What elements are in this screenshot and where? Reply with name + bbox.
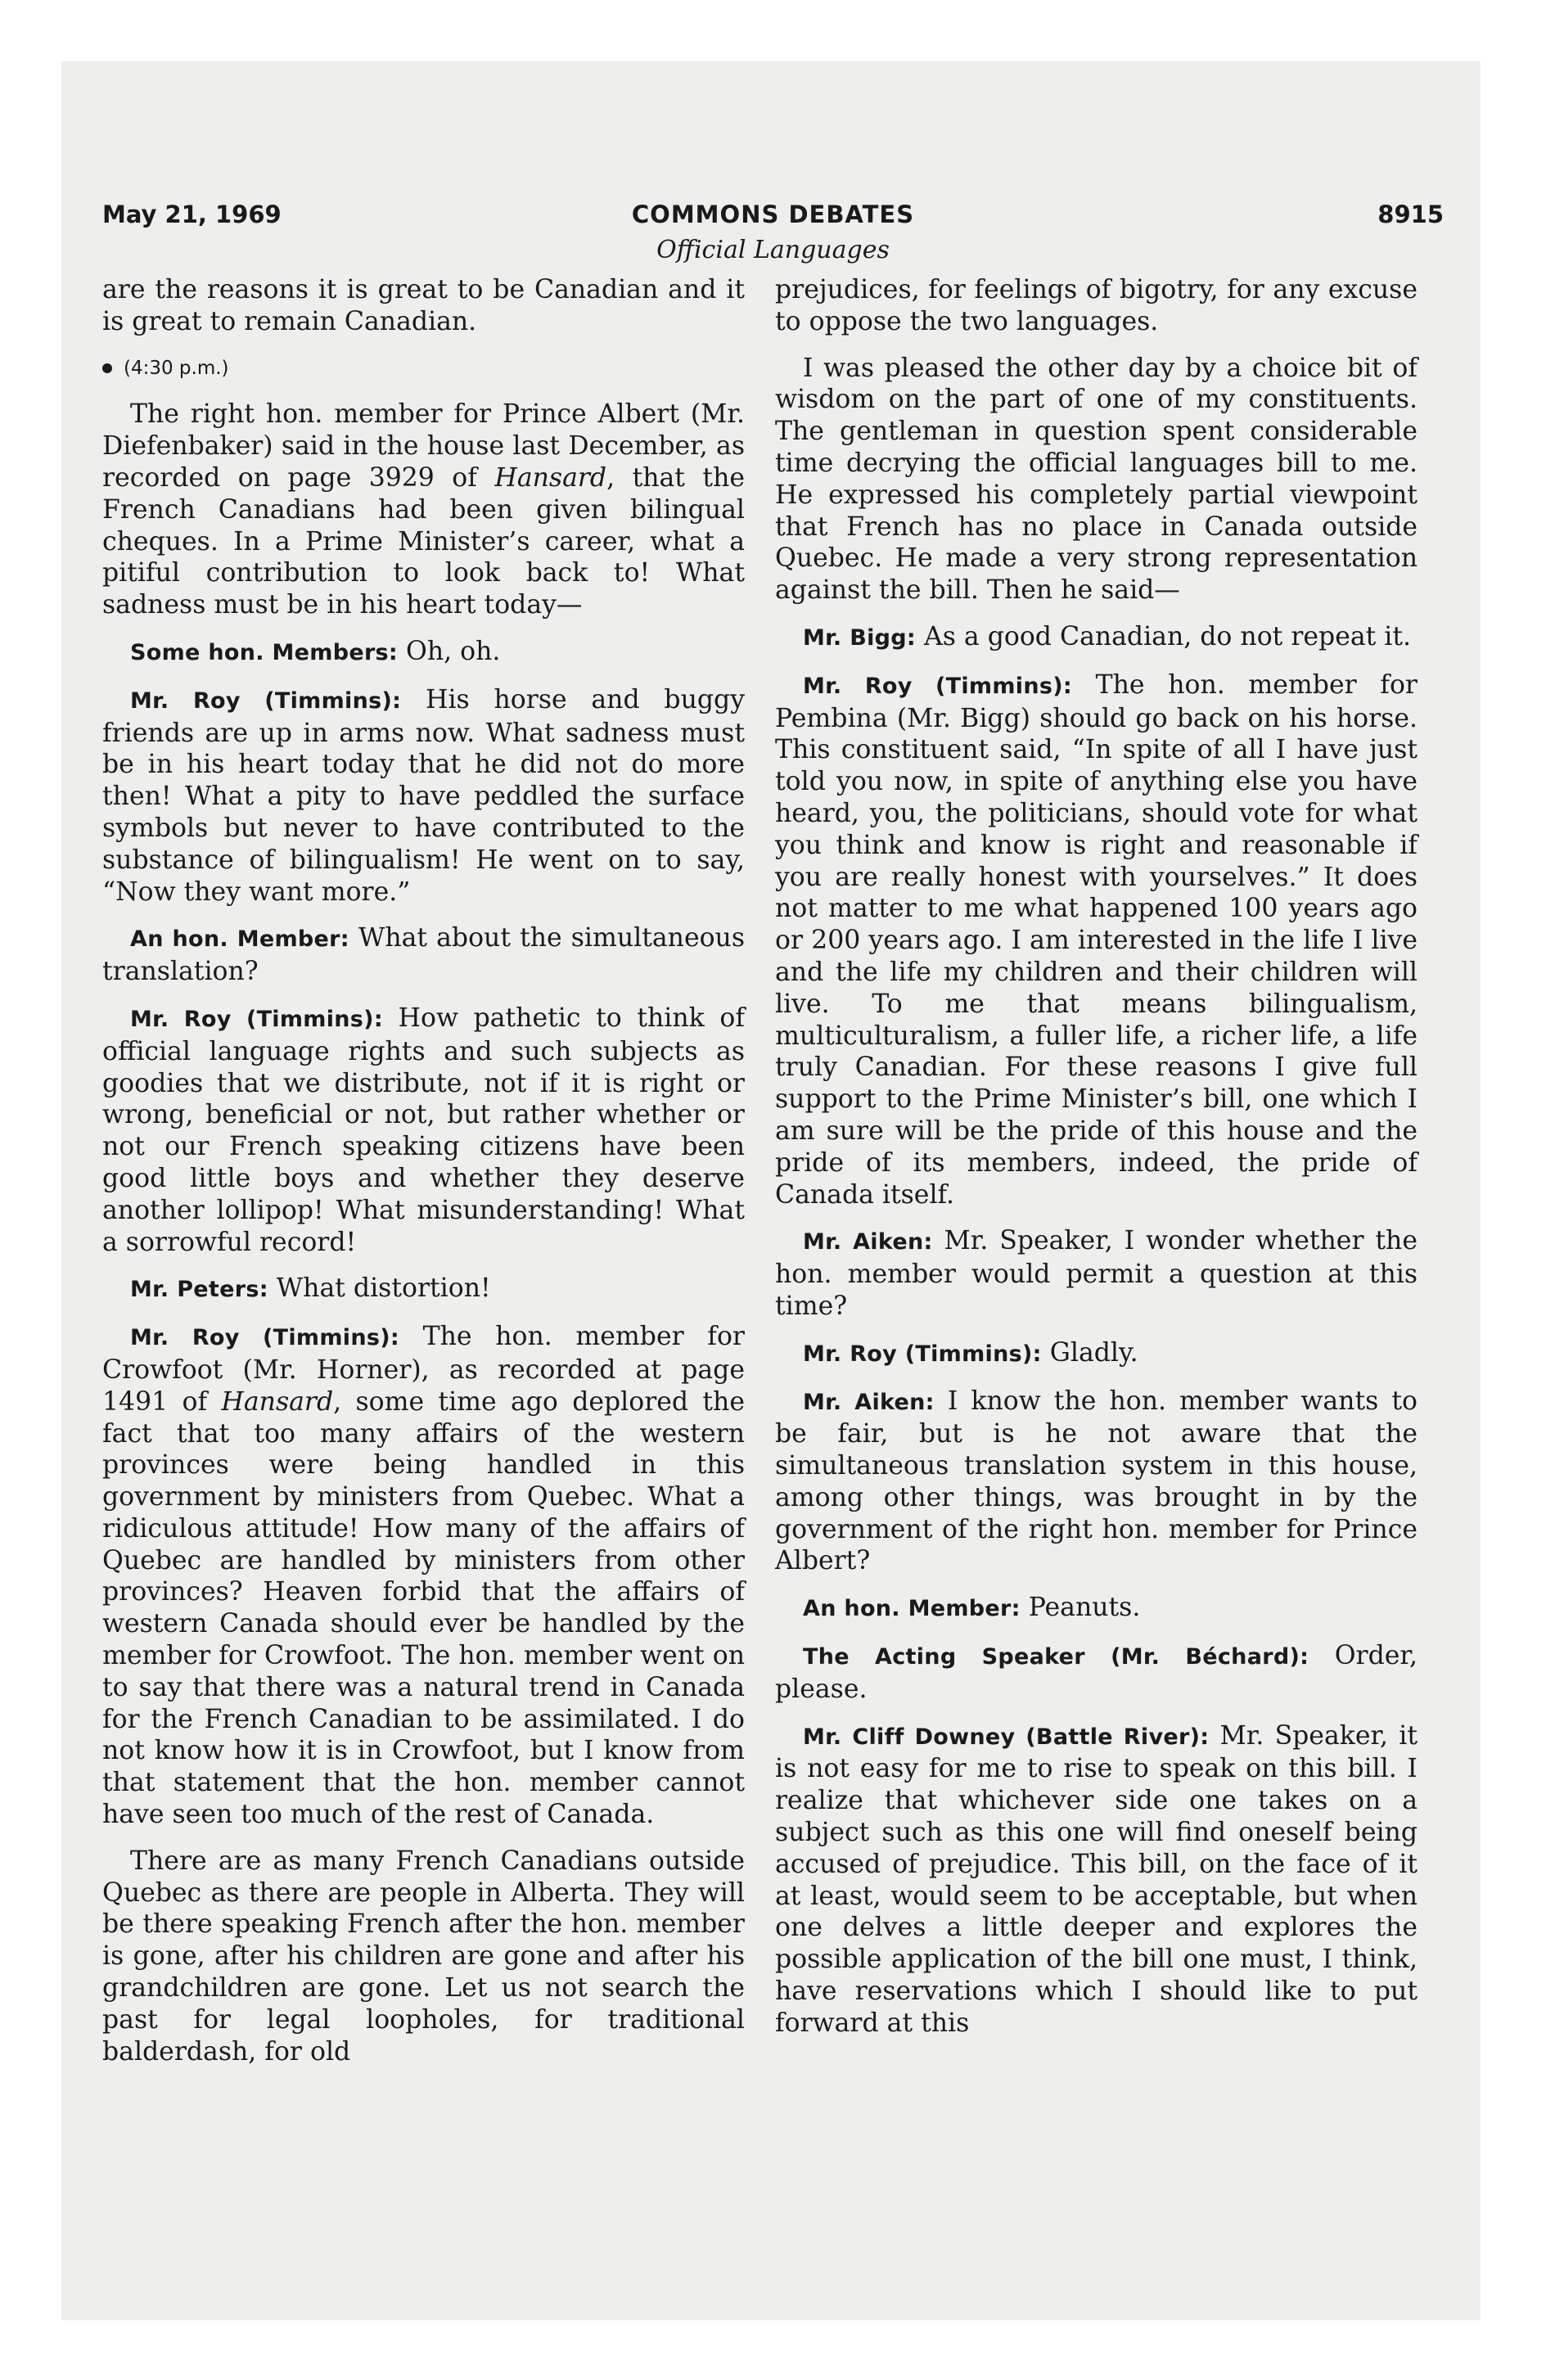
paragraph: are the reasons it is great to be Canadian and it is great to remain Canadian. xyxy=(102,275,745,336)
bullet-icon xyxy=(102,363,112,373)
speaker-name: Mr. Aiken: xyxy=(803,1389,935,1415)
speaker-name: An hon. Member: xyxy=(130,926,349,953)
speech-text: As a good Canadian, do not repeat it. xyxy=(915,621,1412,651)
speech xyxy=(102,1273,745,1306)
speaker-name: Mr. Aiken: xyxy=(803,1229,933,1255)
speech xyxy=(102,1003,745,1258)
paragraph: There are as many French Canadians outside Quebec as there are people in Alberta. They will be there speaking French after the hon. member is gone, after his children are gone and after his grandchildren are gone. Let us not search the past for legal loopholes, for traditional balderdash, for old xyxy=(102,1846,745,2067)
speech-text: The hon. member for Crowfoot (Mr. Horner), as recorded at page 1491 of xyxy=(102,1322,745,1417)
speech xyxy=(102,636,745,669)
speech-text: His horse and buggy friends are up in arms now. What sadness must be in his heart today that he did not do more then! What a pity to have peddled the surface symbols but never to have contributed to the substance of bilingualism! He went on to say, “Now they want more.” xyxy=(102,684,745,907)
speaker-name: Mr. Peters: xyxy=(130,1277,268,1303)
header-date: May 21, 1969 xyxy=(102,201,282,228)
speaker-name: Some hon. Members: xyxy=(130,639,399,665)
speaker-name: Mr. Bigg: xyxy=(803,624,916,651)
speech-text: Oh, oh. xyxy=(398,636,501,666)
header-page-number: 8915 xyxy=(1377,201,1444,228)
paragraph: prejudices, for feelings of bigotry, for any excuse to oppose the two languages. xyxy=(775,275,1418,336)
speech-text: Order, please. xyxy=(775,1641,1418,1704)
speech xyxy=(775,621,1418,655)
speech xyxy=(775,1640,1418,1706)
speech-text: Peanuts. xyxy=(1020,1593,1141,1623)
speech xyxy=(775,1225,1418,1322)
paragraph-text: , that the French Canadians had been given bilingual cheques. In a Prime Minister’s career, what a pitiful contribution to look back to! What sadness must be in his heart today— xyxy=(102,462,745,620)
speaker-name: Mr. Roy (Timmins): xyxy=(803,673,1072,699)
speech-text: , some time ago deplored the fact that too many affairs of the western provinces were being handled in this government by ministers from Quebec. What a ridiculous attitude! How many of the affairs of Quebec are handled by ministers from other provinces? Heaven forbid that the affairs of western Canada should ever be handled by the member for Crowfoot. The hon. member went on to say that there was a natural trend in Canada for the French Canadian to be assimilated. I do not know how it is in Crowfoot, but I know from that statement that the hon. member cannot have seen too much of the rest of Canada. xyxy=(102,1386,745,1830)
speaker-name: Mr. Roy (Timmins): xyxy=(130,687,402,714)
speaker-name: Mr. Roy (Timmins): xyxy=(130,1325,399,1351)
paragraph xyxy=(102,399,745,621)
paragraph-text: The right hon. member for Prince Albert (Mr. Diefenbaker) said in the house last December, as recorded on page 3929 of xyxy=(102,399,745,493)
speaker-name: The Acting Speaker (Mr. Béchard): xyxy=(803,1644,1309,1670)
time-text: (4:30 p.m.) xyxy=(124,357,229,379)
speech-text: I know the hon. member wants to be fair, but is he not aware that the simultaneous translation system in this house, among other things, was brought in by the government of the right hon. member for Prince Albert? xyxy=(775,1386,1418,1576)
paragraph: I was pleased the other day by a choice bit of wisdom on the part of one of my constituents. The gentleman in question spent considerable time decrying the official languages bill to me. He expressed his completely partial viewpoint that French has no place in Canada outside Quebec. He made a very strong representation against the bill. Then he said— xyxy=(775,353,1418,606)
paragraph-italic: Hansard xyxy=(494,462,607,493)
speech-text: What about the simultaneous translation? xyxy=(102,923,745,987)
speech-text: Mr. Speaker, I wonder whether the hon. member would permit a question at this time? xyxy=(775,1226,1418,1321)
speech-text: How pathetic to think of official language rights and such subjects as goodies that we distribute, not if it is right or wrong, beneficial or not, but rather whether or not our French speaking citizens have been good little boys and whether they deserve another lollipop! What misunderstanding! What a sorrowful record! xyxy=(102,1003,745,1257)
speaker-name: Mr. Roy (Timmins): xyxy=(803,1341,1042,1367)
left-column xyxy=(102,274,745,2082)
speech xyxy=(102,922,745,988)
speech xyxy=(775,1386,1418,1578)
speech-italic: Hansard xyxy=(221,1386,334,1417)
speech-text: Gladly. xyxy=(1041,1337,1138,1368)
header-title: COMMONS DEBATES xyxy=(631,201,915,228)
time-stamp xyxy=(102,353,745,385)
speech-text: The hon. member for Pembina (Mr. Bigg) should go back on his horse. This constituent said, “In spite of all I have just told you now, in spite of anything else you have heard, you, the politicians, should vote for what you think and know is right and reasonable if you are really honest with yourselves.” It does not matter to me what happened 100 years ago or 200 years ago. I am interested in the life I live and the life my children and their children will live. To me that means bilingualism, multiculturalism, a fuller life, a richer life, a life truly Canadian. For these reasons I give full support to the Prime Minister’s bill, one which I am sure will be the pride of this house and the pride of its members, indeed, the pride of Canada itself. xyxy=(775,669,1418,1210)
speech xyxy=(775,1592,1418,1625)
right-column xyxy=(775,274,1418,2054)
page-header xyxy=(102,201,1444,233)
speaker-name: Mr. Roy (Timmins): xyxy=(130,1006,383,1032)
speech xyxy=(102,684,745,908)
speech-text: Mr. Speaker, it is not easy for me to rise to speak on this bill. I realize that whichever side one takes on a subject such as this one will find oneself being accused of prejudice. This bill, on the face of it at least, would seem to be acceptable, but when one delves a little deeper and explores the possible application of the bill one must, I think, have reservations which I should like to put forward at this xyxy=(775,1720,1418,2038)
speaker-name: Mr. Cliff Downey (Battle River): xyxy=(803,1724,1210,1750)
speech xyxy=(102,1321,745,1831)
running-subject: Official Languages xyxy=(656,236,890,264)
speech-text: What distortion! xyxy=(268,1273,491,1304)
speech xyxy=(775,1720,1418,2040)
speech xyxy=(775,669,1418,1211)
speech xyxy=(775,1337,1418,1371)
speaker-name: An hon. Member: xyxy=(803,1596,1021,1622)
